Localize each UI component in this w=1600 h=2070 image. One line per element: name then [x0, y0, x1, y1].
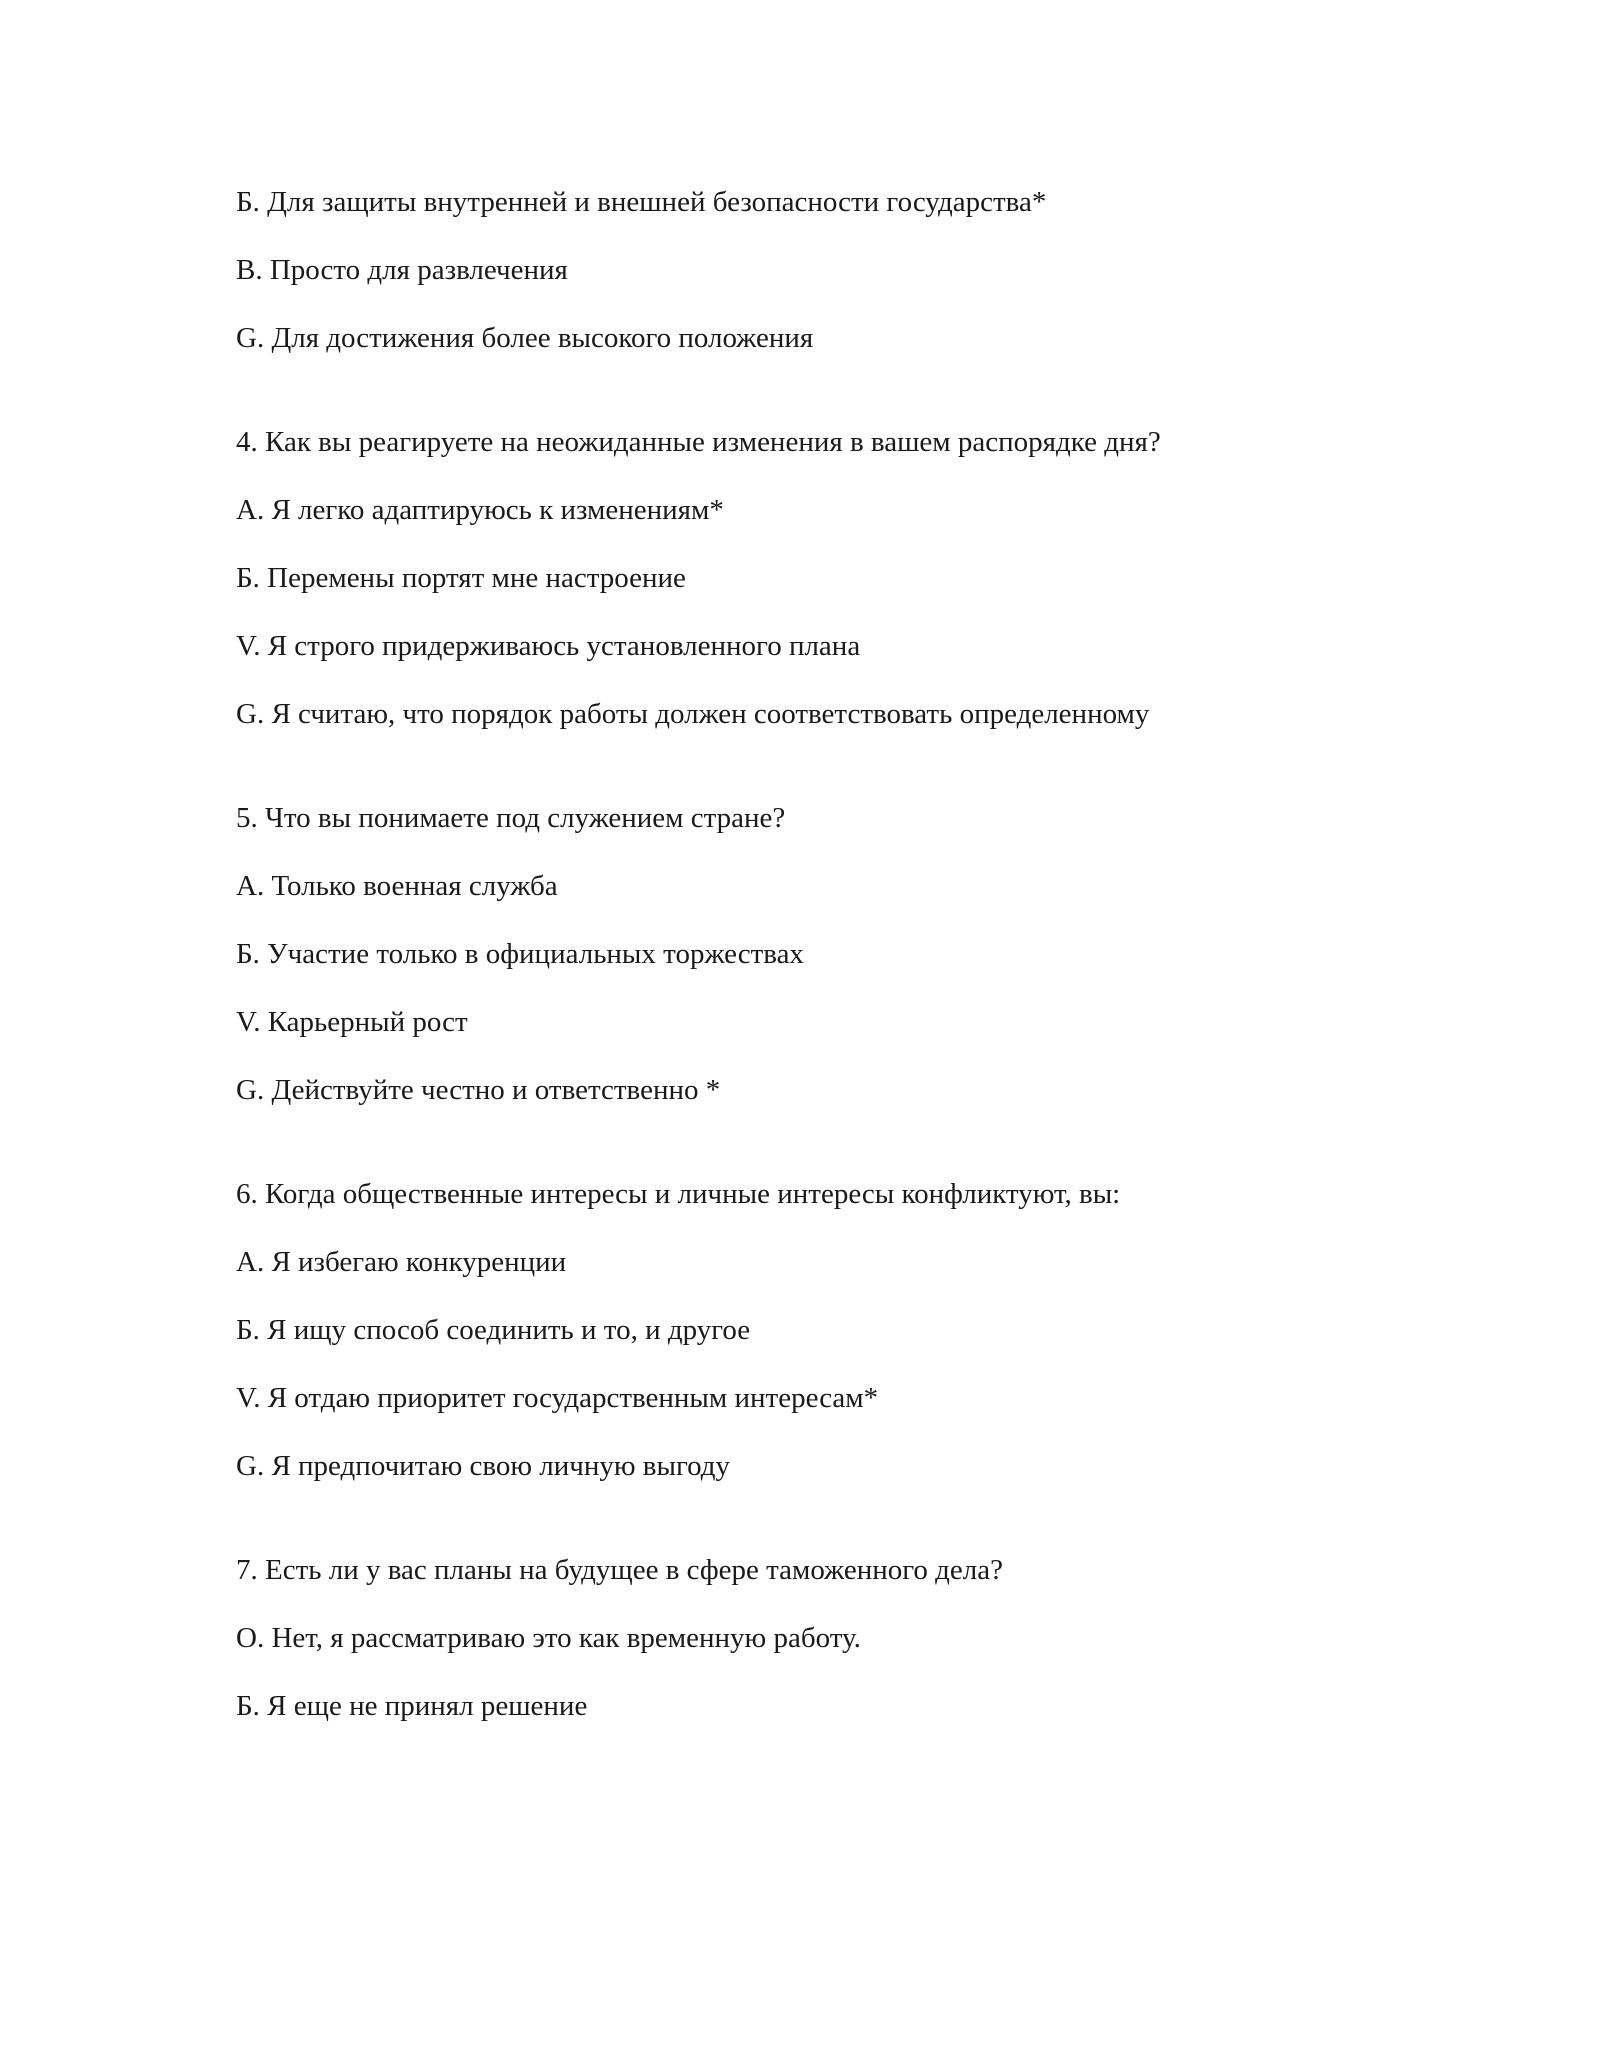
answer-option: А. Я легко адаптируюсь к изменениям*	[236, 494, 724, 526]
answer-option: Б. Для защиты внутренней и внешней безопасности государства*	[236, 186, 1047, 218]
question-text: 6. Когда общественные интересы и личные интересы конфликтуют, вы:	[236, 1178, 1121, 1210]
question-block-3-continued	[236, 183, 1436, 357]
question-block-7	[236, 1551, 1436, 1725]
answer-option: Б. Я ищу способ соединить и то, и другое	[236, 1314, 751, 1346]
answer-option: G. Для достижения более высокого положения	[236, 322, 814, 354]
answer-option: V. Я строго придерживаюсь установленного плана	[236, 630, 861, 662]
answer-option: Б. Перемены портят мне настроение	[236, 562, 686, 594]
answer-option: А. Я избегаю конкуренции	[236, 1246, 567, 1278]
answer-option: О. Нет, я рассматриваю это как временную работу.	[236, 1622, 861, 1654]
answer-option: Б. Я еще не принял решение	[236, 1690, 588, 1722]
question-text: 5. Что вы понимаете под служением стране?	[236, 802, 786, 834]
answer-option: Б. Участие только в официальных торжествах	[236, 938, 804, 970]
questionnaire-content	[236, 183, 1436, 1725]
answer-option: V. Карьерный рост	[236, 1006, 468, 1038]
answer-option: А. Только военная служба	[236, 870, 558, 902]
question-block-4	[236, 423, 1436, 733]
answer-option: В. Просто для развлечения	[236, 254, 568, 286]
answer-option: V. Я отдаю приоритет государственным интересам*	[236, 1382, 879, 1414]
question-text: 4. Как вы реагируете на неожиданные изменения в вашем распорядке дня?	[236, 426, 1161, 458]
question-text: 7. Есть ли у вас планы на будущее в сфере таможенного дела?	[236, 1554, 1003, 1586]
answer-option: G. Действуйте честно и ответственно *	[236, 1074, 721, 1106]
question-block-6	[236, 1175, 1436, 1485]
question-block-5	[236, 799, 1436, 1109]
answer-option: G. Я предпочитаю свою личную выгоду	[236, 1450, 731, 1482]
answer-option: G. Я считаю, что порядок работы должен соответствовать определенному	[236, 698, 1150, 730]
